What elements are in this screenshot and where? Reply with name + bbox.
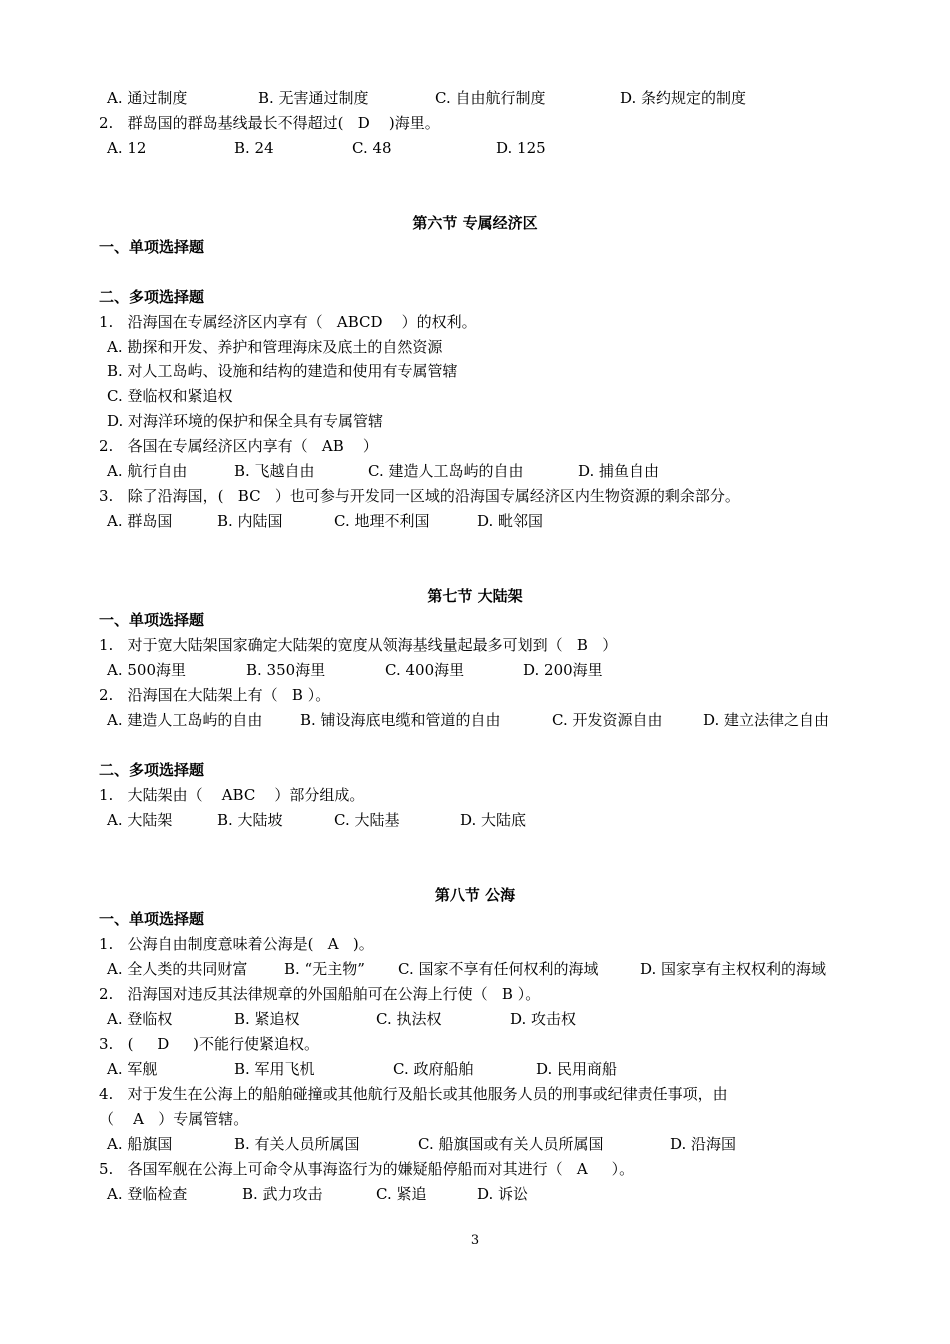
option: A. 群岛国 bbox=[107, 512, 173, 530]
section-title: 第六节 专属经济区 bbox=[412, 214, 538, 232]
option-row bbox=[0, 808, 950, 832]
question: 1. 大陆架由（ ABC ）部分组成。 bbox=[99, 786, 365, 804]
option: D. 捕鱼自由 bbox=[578, 462, 660, 480]
option-row bbox=[0, 1007, 950, 1031]
option: B. “无主物” bbox=[284, 960, 365, 978]
option: C. 48 bbox=[352, 139, 392, 157]
question: 1. 公海自由制度意味着公海是( A )。 bbox=[99, 935, 374, 953]
question: 5. 各国军舰在公海上可命令从事海盗行为的嫌疑船停船而对其进行（ A ）。 bbox=[99, 1160, 635, 1178]
option-row bbox=[0, 658, 950, 682]
option: A. 全人类的共同财富 bbox=[107, 960, 248, 978]
option-row bbox=[0, 86, 950, 110]
question: 1. 沿海国在专属经济区内享有（ ABCD ）的权利。 bbox=[99, 313, 477, 331]
option: C. 执法权 bbox=[376, 1010, 442, 1028]
option: D. 200海里 bbox=[523, 661, 603, 679]
question: 3. ( D )不能行使紧追权。 bbox=[99, 1035, 320, 1053]
subsection-heading: 一、单项选择题 bbox=[99, 238, 205, 256]
section-title: 第八节 公海 bbox=[434, 886, 516, 904]
option: D. 沿海国 bbox=[670, 1135, 737, 1153]
option: C. 登临权和紧追权 bbox=[107, 387, 233, 405]
option: C. 政府船舶 bbox=[393, 1060, 474, 1078]
option: B. 24 bbox=[234, 139, 274, 157]
option: B. 有关人员所属国 bbox=[234, 1135, 360, 1153]
option: D. 诉讼 bbox=[477, 1185, 529, 1203]
question: 4. 对于发生在公海上的船舶碰撞或其他航行及船长或其他服务人员的刑事或纪律责任事项，由 bbox=[99, 1085, 728, 1103]
option: C. 船旗国或有关人员所属国 bbox=[418, 1135, 604, 1153]
option: A. 登临检查 bbox=[107, 1185, 188, 1203]
option: D. 条约规定的制度 bbox=[620, 89, 747, 107]
option: A. 勘探和开发、养护和管理海床及底土的自然资源 bbox=[107, 338, 443, 356]
option: B. 军用飞机 bbox=[234, 1060, 315, 1078]
option: D. 对海洋环境的保护和保全具有专属管辖 bbox=[107, 412, 384, 430]
question-continuation: （ A ）专属管辖。 bbox=[99, 1110, 249, 1128]
option: A. 航行自由 bbox=[107, 462, 188, 480]
option: C. 紧追 bbox=[376, 1185, 427, 1203]
option: B. 飞越自由 bbox=[234, 462, 315, 480]
question: 2. 各国在专属经济区内享有（ AB ） bbox=[99, 437, 378, 455]
option: D. 建立法律之自由 bbox=[703, 711, 830, 729]
option-row bbox=[0, 459, 950, 483]
subsection-heading: 二、多项选择题 bbox=[99, 288, 205, 306]
option: B. 铺设海底电缆和管道的自由 bbox=[300, 711, 501, 729]
section-title: 第七节 大陆架 bbox=[427, 587, 523, 605]
option: A. 12 bbox=[107, 139, 147, 157]
option: C. 国家不享有任何权利的海域 bbox=[398, 960, 599, 978]
option: D. 攻击权 bbox=[510, 1010, 577, 1028]
option-row bbox=[0, 708, 950, 732]
option: A. 登临权 bbox=[107, 1010, 173, 1028]
option-row bbox=[0, 1057, 950, 1081]
option: B. 对人工岛屿、设施和结构的建造和使用有专属管辖 bbox=[107, 362, 458, 380]
option: D. 毗邻国 bbox=[477, 512, 544, 530]
option-row bbox=[0, 1182, 950, 1206]
option: A. 军舰 bbox=[107, 1060, 158, 1078]
option: B. 大陆坡 bbox=[217, 811, 283, 829]
question: 2. 沿海国对违反其法律规章的外国船舶可在公海上行使（ B ）。 bbox=[99, 985, 541, 1003]
subsection-heading: 二、多项选择题 bbox=[99, 761, 205, 779]
option: C. 自由航行制度 bbox=[435, 89, 546, 107]
option: D. 国家享有主权权利的海域 bbox=[640, 960, 827, 978]
question: 3. 除了沿海国，( BC ）也可参与开发同一区域的沿海国专属经济区内生物资源的剩余部分。 bbox=[99, 487, 740, 505]
option: A. 500海里 bbox=[107, 661, 186, 679]
question: 1. 对于宽大陆架国家确定大陆架的宽度从领海基线量起最多可划到（ B ） bbox=[99, 636, 618, 654]
option: D. 125 bbox=[496, 139, 546, 157]
subsection-heading: 一、单项选择题 bbox=[99, 611, 205, 629]
option: C. 地理不利国 bbox=[334, 512, 430, 530]
option: B. 内陆国 bbox=[217, 512, 283, 530]
option: D. 民用商船 bbox=[536, 1060, 618, 1078]
option: B. 350海里 bbox=[246, 661, 326, 679]
option-row bbox=[0, 509, 950, 533]
option-row bbox=[0, 1132, 950, 1156]
option: C. 大陆基 bbox=[334, 811, 400, 829]
option: B. 无害通过制度 bbox=[258, 89, 369, 107]
question: 2. 群岛国的群岛基线最长不得超过( D )海里。 bbox=[99, 114, 440, 132]
question: 2. 沿海国在大陆架上有（ B ）。 bbox=[99, 686, 331, 704]
option: A. 大陆架 bbox=[107, 811, 173, 829]
option: C. 建造人工岛屿的自由 bbox=[368, 462, 524, 480]
option: D. 大陆底 bbox=[460, 811, 527, 829]
option: A. 船旗国 bbox=[107, 1135, 173, 1153]
option: A. 通过制度 bbox=[107, 89, 188, 107]
option-row bbox=[0, 957, 950, 981]
option-row bbox=[0, 136, 950, 160]
option: C. 开发资源自由 bbox=[552, 711, 663, 729]
option: B. 武力攻击 bbox=[242, 1185, 323, 1203]
option: A. 建造人工岛屿的自由 bbox=[107, 711, 263, 729]
option: C. 400海里 bbox=[385, 661, 465, 679]
page-number: 3 bbox=[470, 1233, 480, 1248]
subsection-heading: 一、单项选择题 bbox=[99, 910, 205, 928]
option: B. 紧追权 bbox=[234, 1010, 300, 1028]
